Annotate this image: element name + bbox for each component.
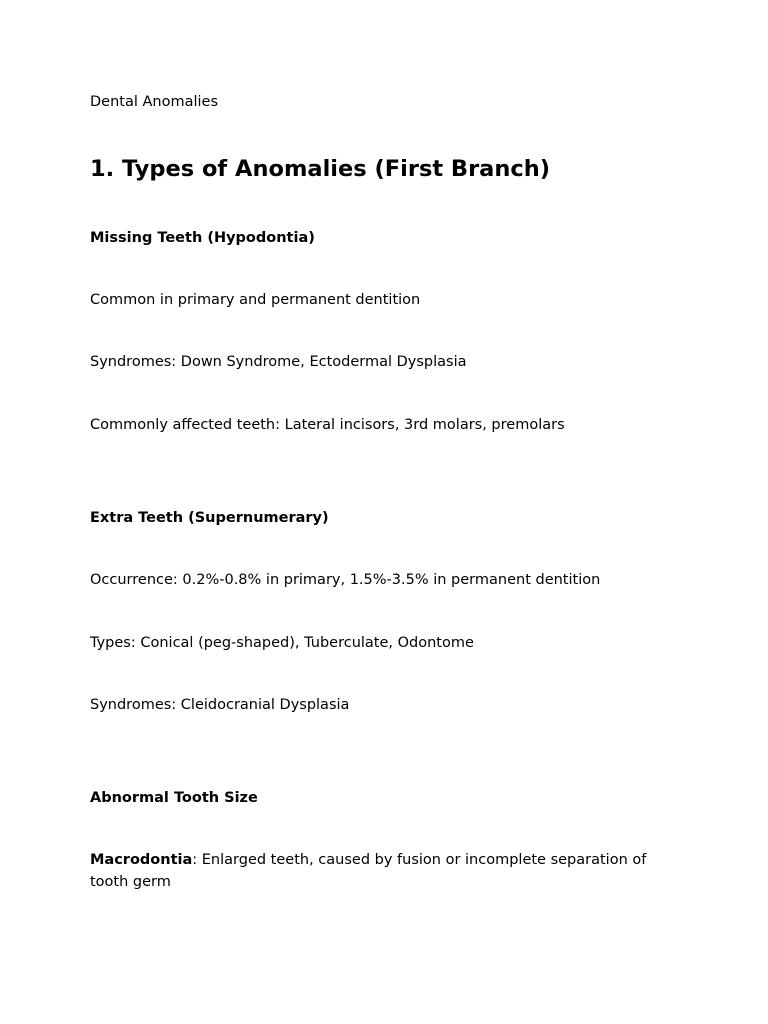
paragraph-extra-teeth-3: Syndromes: Cleidocranial Dysplasia: [90, 697, 350, 713]
section-heading: 1. Types of Anomalies (First Branch): [90, 156, 551, 182]
subsection-heading-extra-teeth: Extra Teeth (Supernumerary): [90, 510, 329, 526]
paragraph-missing-teeth-2: Syndromes: Down Syndrome, Ectodermal Dysplasia: [90, 354, 467, 370]
term-macrodontia: Macrodontia: [90, 852, 193, 868]
document-title: Dental Anomalies: [90, 94, 219, 110]
paragraph-extra-teeth-2: Types: Conical (peg-shaped), Tuberculate, Odontome: [90, 635, 474, 651]
subsection-heading-missing-teeth: Missing Teeth (Hypodontia): [90, 230, 315, 246]
definition-macrodontia: : Enlarged teeth, caused by fusion or incomplete separation of tooth germ: [90, 852, 647, 890]
paragraph-missing-teeth-1: Common in primary and permanent dentition: [90, 292, 421, 308]
subsection-heading-tooth-size: Abnormal Tooth Size: [90, 790, 258, 806]
paragraph-missing-teeth-3: Commonly affected teeth: Lateral incisors, 3rd molars, premolars: [90, 417, 565, 433]
paragraph-extra-teeth-1: Occurrence: 0.2%-0.8% in primary, 1.5%-3.5% in permanent dentition: [90, 572, 601, 588]
paragraph-macrodontia: [90, 849, 680, 893]
